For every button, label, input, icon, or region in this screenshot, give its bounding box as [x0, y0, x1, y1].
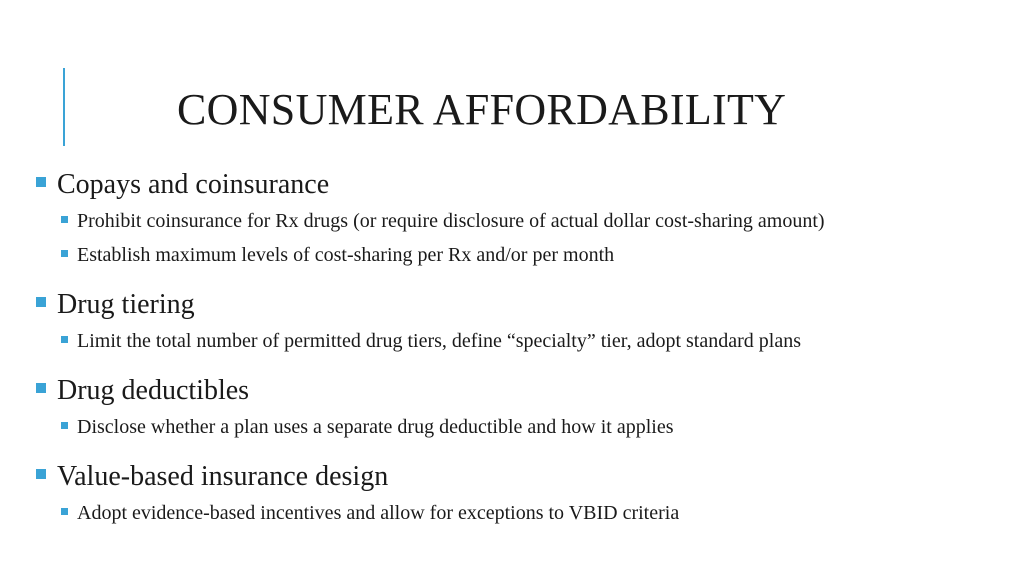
square-bullet-icon — [36, 297, 46, 307]
square-bullet-icon — [61, 250, 68, 257]
bullet-label: Value-based insurance design — [57, 461, 389, 492]
bullet-label: Drug tiering — [57, 289, 195, 320]
square-bullet-icon — [61, 508, 68, 515]
slide-title: CONSUMER AFFORDABILITY — [177, 85, 787, 134]
sub-bullet-label: Disclose whether a plan uses a separate drug deductible and how it applies — [77, 416, 674, 438]
bullet-list — [36, 166, 1011, 530]
bullet-group-copays — [36, 166, 1011, 272]
sub-bullet-label: Establish maximum levels of cost-sharing per Rx and/or per month — [77, 244, 615, 266]
sub-bullet-label: Limit the total number of permitted drug tiers, define “specialty” tier, adopt standard plans — [77, 330, 801, 352]
title-accent-line — [63, 68, 65, 146]
sub-bullet-item — [61, 496, 1011, 530]
sub-bullet-item — [61, 238, 1011, 272]
bullet-group-vbid — [36, 458, 1011, 530]
square-bullet-icon — [36, 383, 46, 393]
square-bullet-icon — [36, 469, 46, 479]
bullet-item — [36, 458, 1011, 496]
square-bullet-icon — [36, 177, 46, 187]
bullet-item — [36, 286, 1011, 324]
bullet-label: Drug deductibles — [57, 375, 250, 406]
sub-bullet-label: Prohibit coinsurance for Rx drugs (or require disclosure of actual dollar cost-sharing amount) — [77, 210, 825, 232]
sub-bullet-item — [61, 410, 1011, 444]
sub-bullet-item — [61, 204, 1011, 238]
square-bullet-icon — [61, 216, 68, 223]
bullet-label: Copays and coinsurance — [57, 169, 330, 200]
square-bullet-icon — [61, 336, 68, 343]
sub-bullet-item — [61, 324, 1011, 358]
sub-bullet-label: Adopt evidence-based incentives and allow for exceptions to VBID criteria — [77, 502, 680, 524]
bullet-group-tiering — [36, 286, 1011, 358]
bullet-item — [36, 372, 1011, 410]
bullet-item — [36, 166, 1011, 204]
bullet-group-deductibles — [36, 372, 1011, 444]
square-bullet-icon — [61, 422, 68, 429]
